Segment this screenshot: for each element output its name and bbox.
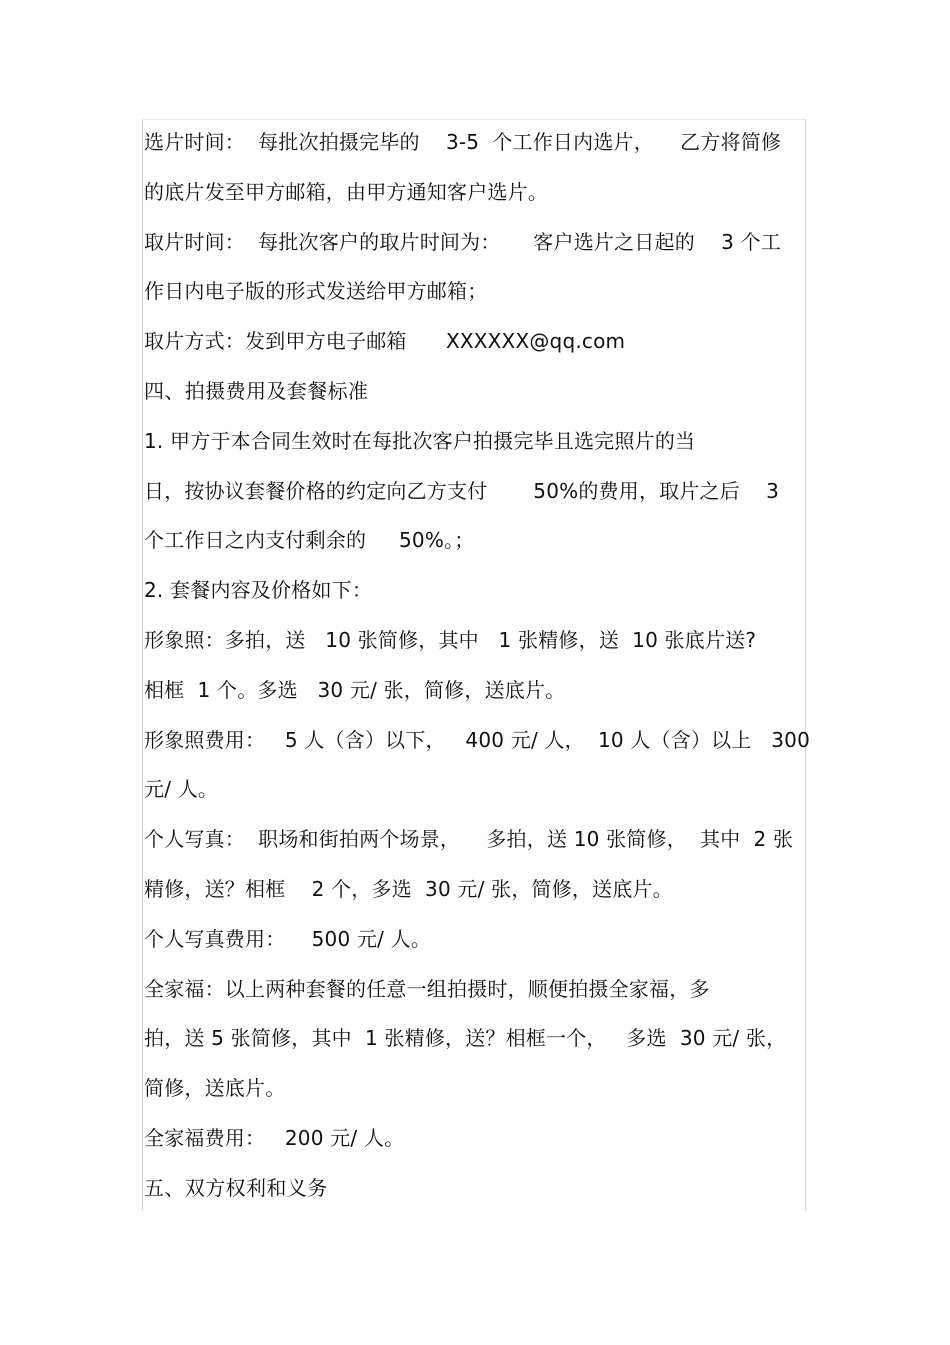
text-line: 日，按协议套餐价格的约定向乙方支付 50%的费用，取片之后 3: [144, 478, 780, 503]
text-line: 精修，送？相框 2 个，多选 30 元/ 张，简修，送底片。: [144, 876, 673, 901]
text-line: 形象照费用： 5 人（含）以下， 400 元/ 人， 10 人（含）以上 300: [144, 727, 811, 752]
text-line: 全家福费用： 200 元/ 人。: [144, 1125, 405, 1150]
text-line: 拍，送 5 张简修，其中 1 张精修，送？相框一个， 多选 30 元/ 张，: [144, 1026, 787, 1051]
text-line: 取片方式：发到甲方电子邮箱 XXXXXX@qq.com: [144, 329, 626, 354]
text-line: 2. 套餐内容及价格如下：: [144, 578, 373, 603]
text-line: 元/ 人。: [144, 777, 219, 802]
text-line: 个人写真： 职场和街拍两个场景， 多拍，送 10 张简修， 其中 2 张: [144, 827, 794, 852]
text-line: 取片时间： 每批次客户的取片时间为： 客户选片之日起的 3 个工: [144, 229, 782, 254]
text-line: 选片时间： 每批次拍摄完毕的 3-5 个工作日内选片， 乙方将简修: [144, 130, 782, 154]
section-heading: 五、双方权利和义务: [144, 1175, 328, 1200]
text-line: 个工作日之内支付剩余的 50%。；: [144, 528, 475, 553]
text-line: 简修，送底片。: [144, 1076, 286, 1101]
text-line: 形象照：多拍，送 10 张简修，其中 1 张精修，送 10 张底片送?: [144, 627, 757, 652]
text-line: 相框 1 个。多选 30 元/ 张，简修，送底片。: [144, 677, 566, 702]
text-line: 作日内电子版的形式发送给甲方邮箱；: [144, 279, 488, 304]
document-body: [144, 118, 811, 1214]
text-line: 全家福：以上两种套餐的任意一组拍摄时，顺便拍摄全家福，多: [144, 976, 710, 1001]
text-line: 个人写真费用： 500 元/ 人。: [144, 926, 432, 951]
text-line: 1. 甲方于本合同生效时在每批次客户拍摄完毕且选完照片的当: [144, 428, 696, 453]
section-heading: 四、拍摄费用及套餐标准: [144, 378, 369, 403]
text-line: 的底片发至甲方邮箱，由甲方通知客户选片。: [144, 179, 548, 204]
